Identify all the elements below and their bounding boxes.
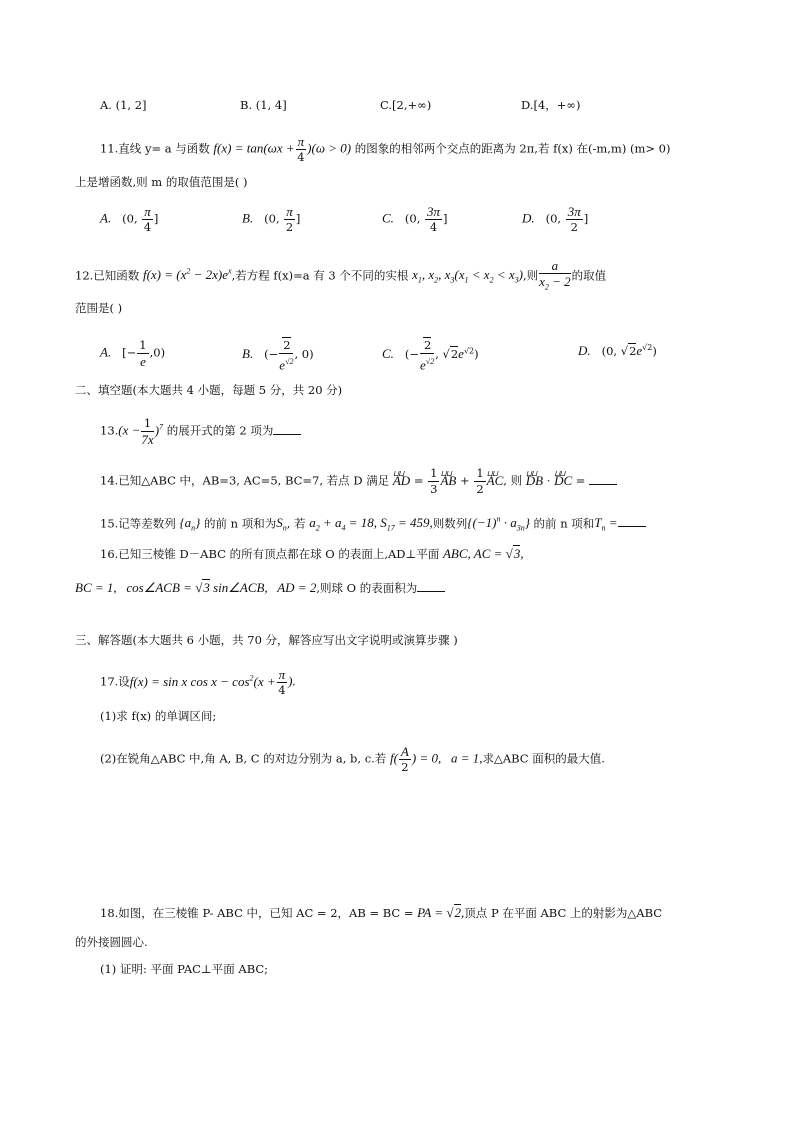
q12-middle: ,若方程 f(x)=a 有 3 个不同的实根 [231,268,409,283]
q11-line2: 上是增函数,则 m 的取值范围是( ) [75,175,248,189]
q11-fraction: $\frac{\pi}{4}$ [297,134,305,164]
q14: 14.已知△ABC 中，AB=3, AC=5, BC=7, 若点 D 满足 ⊔⊔ AD = $\frac{1}{3}$ ⊔⊔ AB + $\frac{1}{2}$ ⊔⊔ AC, 则 ⊔⊔ DB · ⊔⊔ DC = [100,466,617,497]
q12-roots: $x_1$, $x_2$, $x_3(x_1 < x_2 < x_3)$ [412,267,523,285]
q17-part2c: 求△ABC 面积的最大值. [482,751,605,766]
q18-line1a: 18.如图，在三棱锥 P- ABC 中，已知 AC = 2，AB = BC = [100,906,414,920]
q12-stem [75,258,606,295]
section-3-heading: 三、解答题(本大题共 6 小题，共 70 分，解答应写出文字说明或演算步骤 ) [75,633,458,647]
q17-part2a: (2)在锐角△ABC 中,角 A, B, C 的对边分别为 a, b, c.若 [100,751,387,766]
q12-tail: ,则 [522,268,539,283]
q11-prefix: 11.直线 y= a 与函数 [100,141,210,156]
q15-answer-blank[interactable] [618,514,646,527]
q17-part2: (2)在锐角△ABC 中,角 A, B, C 的对边分别为 a, b, c.若 f( $\frac{A}{2}$ ) = 0, a = 1,求△ABC 面积的最大值. [100,744,605,774]
q14-then: , 则 [503,473,523,488]
q13-answer-blank[interactable] [273,422,301,435]
q16-line2b: ,则球 O 的表面积为 [316,581,418,595]
q18-line1: 18.如图，在三棱锥 P- ABC 中，已知 AC = 2，AB = BC = PA = √2,顶点 P 在平面 ABC 上的射影为△ABC [100,905,663,920]
q15-mid2: 则数列 [432,516,468,531]
q15: 15.记等差数列 $\{a_n\}$ 的前 n 项和为$S_n$, 若 $a_2 + a_4 = 18$, $S_{17} = 459$,则数列$\{(-1)^n \cdot a_{3n}\}$ 的前 n 项和$T_n$ = [100,510,646,539]
q14-answer-blank[interactable] [589,472,617,485]
q12-end: 的取值 [571,268,607,283]
q12-prefix: 12.已知函数 [75,268,140,283]
q16-answer-blank[interactable] [417,579,445,592]
section-2-heading: 二、填空题(本大题共 4 小题，每题 5 分，共 20 分) [75,383,343,397]
q15-text: 15.记等差数列 [100,516,176,531]
q10-option-a: A. (1, 2] [100,98,147,112]
q10-option-b: B. (1, 4] [240,98,287,112]
q15-end: 的前 n 项和 [533,516,595,531]
q11-stem: 11.直线 y= a 与函数 f(x) = tan(ωx + $\frac{\pi}{4}$ )(ω > 0) 的图象的相邻两个交点的距离为 2π,若 f(x) 在(-m,m) (m> 0) [100,134,671,164]
q18-line2: 的外接圆圆心. [75,935,148,949]
q12-function: $f(x) = (x^2 - 2x)e^x$ [142,266,232,283]
q15-mid: 的前 n 项和为 [204,516,277,531]
q17-prefix: 17.设 [100,674,130,689]
q11-middle: 的图象的相邻两个交点的距离为 2π,若 f(x) 在(-m,m) (m> 0) [354,141,671,156]
q12-line2: 范围是( ) [75,301,123,315]
q17-stem: 17.设f(x) = sin x $\cos x - \cos^2(x$ + $\frac{\pi}{4}$ ). [100,667,296,697]
q18-line1c: 顶点 P 在平面 ABC 上的射影为△ABC [464,906,663,920]
q17-part1: (1)求 f(x) 的单调区间; [100,709,217,723]
q12-ratio: $\frac{a}{x_2 - 2}$ [539,258,571,292]
q13: 13.(x − $\frac{1}{7x}$ )$^7$ 的展开式的第 2 项为 [100,416,301,447]
q10-option-d: D.[4，+∞) [521,98,581,112]
q16-line1: 16.已知三棱锥 D－ABC 的所有顶点都在球 O 的表面上,AD⊥平面 ABC, AC = √3, [100,546,524,561]
q16-line2: BC = 1, cos∠ACB = √3 sin∠ACB, AD = 2,则球 O 的表面积为 [75,578,445,598]
q10-option-c: C.[2,+∞) [380,98,432,112]
q18-part1: (1) 证明: 平面 PAC⊥平面 ABC; [100,962,269,976]
q11-function: f(x) = tan(ωx + [213,140,295,156]
q14-text: 14.已知△ABC 中，AB=3, AC=5, BC=7, 若点 D 满足 [100,473,390,488]
q13-text: 的展开式的第 2 项为 [166,423,274,438]
q13-num: 13. [100,423,119,438]
q16-line1a: 16.已知三棱锥 D－ABC 的所有顶点都在球 O 的表面上,AD⊥平面 [100,547,440,561]
